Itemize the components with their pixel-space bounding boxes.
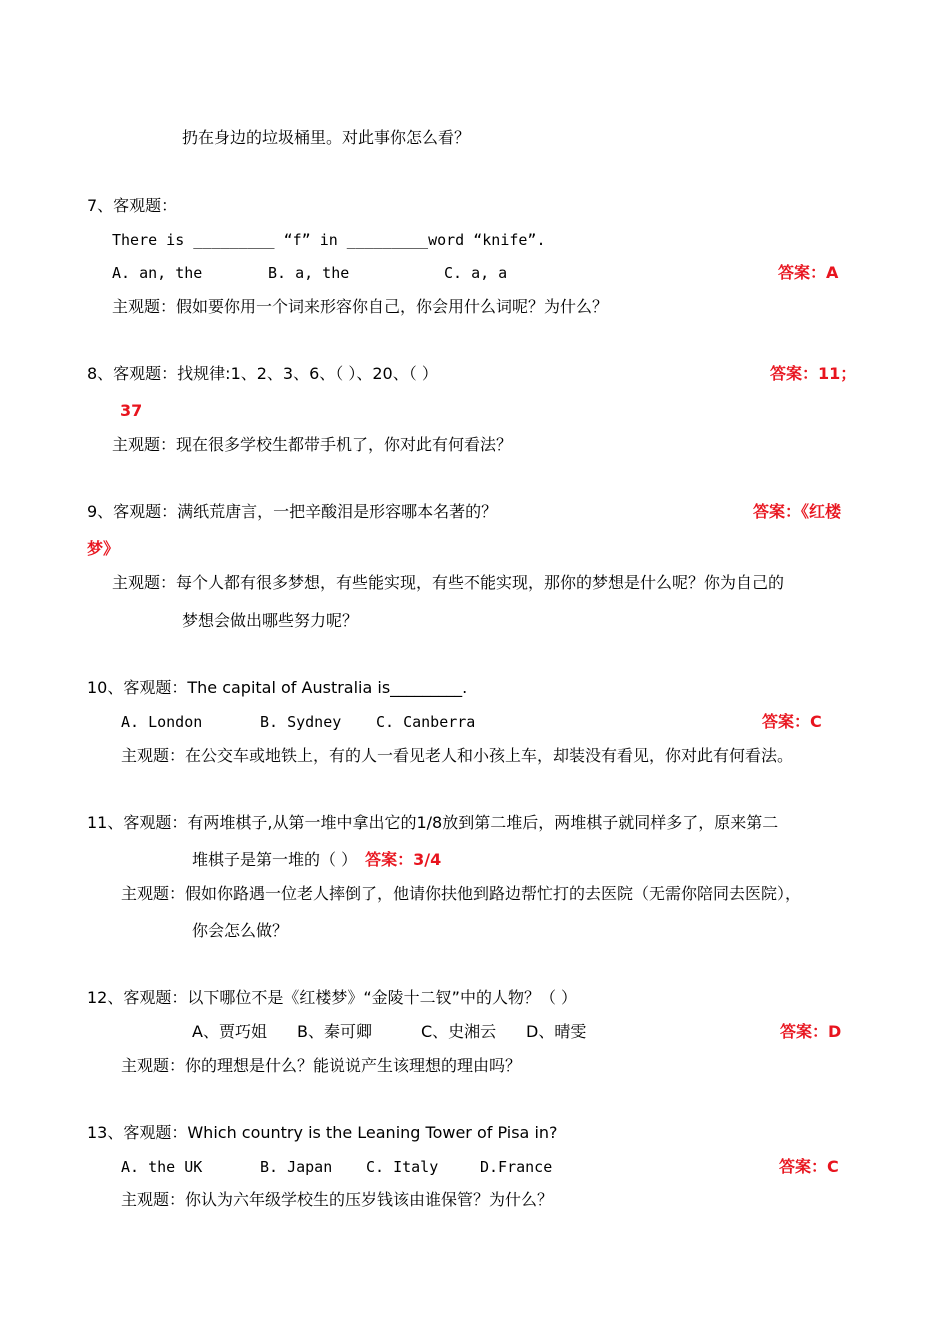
q11-title-line1: 11、客观题：有两堆棋子,从第一堆中拿出它的1/8放到第二堆后，两堆棋子就同样多了，原来第二 [87, 813, 779, 832]
q9-subjective-line2: 梦想会做出哪些努力呢？ [182, 611, 359, 630]
q12-option-d: D、晴雯 [526, 1022, 587, 1041]
q9-answer-part1: 答案：《红楼 [753, 502, 842, 521]
q9-subjective-line1: 主观题：每个人都有很多梦想，有些能实现，有些不能实现，那你的梦想是什么呢？你为自己的 [112, 573, 785, 592]
q9-answer-part2: 梦》 [87, 539, 120, 558]
q7-subjective: 主观题：假如要你用一个词来形容你自己，你会用什么词呢？为什么？ [112, 297, 609, 316]
q13-title: 13、客观题：Which country is the Leaning Tower of Pisa in? [87, 1123, 558, 1142]
q8-subjective: 主观题：现在很多学校生都带手机了，你对此有何看法？ [112, 435, 513, 454]
q10-option-b: B. Sydney [260, 713, 342, 731]
q7-title: 7、客观题： [87, 196, 178, 215]
q8-answer-part2: 37 [120, 401, 143, 420]
q13-answer: 答案：C [779, 1157, 839, 1176]
q13-option-c: C. Italy [366, 1158, 439, 1176]
q13-option-a: A. the UK [121, 1158, 203, 1176]
q11-subjective-line2: 你会怎么做？ [192, 921, 289, 940]
q13-option-d: D.France [480, 1158, 553, 1176]
q8-title: 8、客观题：找规律:1、2、3、6、（ ）、20、（ ） [87, 364, 438, 383]
continuation-text: 扔在身边的垃圾桶里。对此事你怎么看？ [182, 128, 471, 147]
q11-title-line2 [192, 850, 441, 870]
q12-option-c: C、史湘云 [421, 1022, 497, 1041]
q10-answer: 答案：C [762, 712, 822, 731]
q7-option-b: B. a, the [268, 264, 350, 282]
q9-title: 9、客观题：满纸荒唐言，一把辛酸泪是形容哪本名著的？ [87, 502, 498, 521]
q11-title-line2-text: 堆棋子是第一堆的（ ） [192, 850, 358, 869]
q11-subjective-line1: 主观题：假如你路遇一位老人摔倒了，他请你扶他到路边帮忙打的去医院（无需你陪同去医院）， [121, 884, 802, 903]
q10-option-c: C. Canberra [376, 713, 476, 731]
q13-subjective: 主观题：你认为六年级学校生的压岁钱该由谁保管？为什么？ [121, 1190, 554, 1209]
q12-option-b: B、秦可卿 [297, 1022, 372, 1041]
q10-option-a: A. London [121, 713, 203, 731]
q12-subjective: 主观题：你的理想是什么？能说说产生该理想的理由吗？ [121, 1056, 522, 1075]
q7-option-a: A. an, the [112, 264, 203, 282]
q12-option-a: A、贾巧姐 [192, 1022, 267, 1041]
q13-option-b: B. Japan [260, 1158, 333, 1176]
q11-answer: 答案：3/4 [365, 850, 442, 869]
q12-title: 12、客观题：以下哪位不是《红楼梦》“金陵十二钗”中的人物？（ ） [87, 988, 578, 1007]
q7-option-c: C. a, a [444, 264, 508, 282]
q12-answer: 答案：D [780, 1022, 842, 1041]
q7-stem: There is _________ “f” in _________word “knife”. [112, 231, 546, 249]
q10-title: 10、客观题：The capital of Australia is_________. [87, 678, 468, 697]
q8-answer-part1: 答案：11； [770, 364, 857, 383]
q10-subjective: 主观题：在公交车或地铁上，有的人一看见老人和小孩上车，却装没有看见，你对此有何看法。 [121, 746, 794, 765]
q7-answer: 答案：A [778, 263, 839, 282]
